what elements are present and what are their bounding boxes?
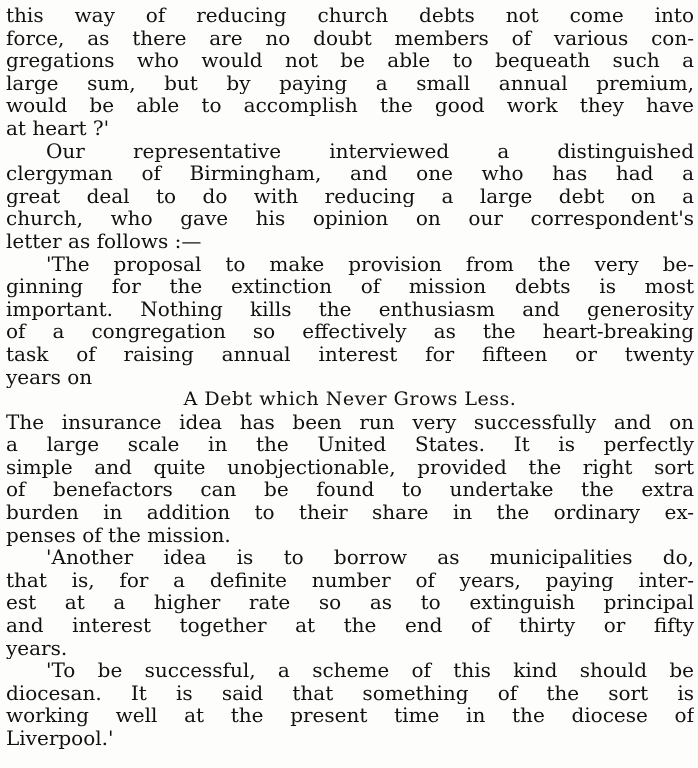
text-line: Liverpool.' <box>6 727 114 750</box>
para-insurance <box>6 411 694 547</box>
text-line: diocesan. It is said that something of the sort is <box>6 681 694 705</box>
text-line: of a congregation so effectively as the heart-breaking <box>6 320 694 343</box>
text-line: important. Nothing kills the enthusiasm and generosity <box>6 297 694 321</box>
text-line: that is, for a definite number of years, paying inter- <box>6 568 694 592</box>
text-line: 'To be successful, a scheme of this kind should be <box>46 659 694 682</box>
text-line: and interest together at the end of thirty or fifty <box>6 614 694 637</box>
text-line: great deal to do with reducing a large debt on a <box>6 184 694 208</box>
subheading <box>6 388 694 411</box>
text-line: years on <box>6 365 93 389</box>
text-line: of benefactors can be found to undertake the extra <box>6 478 694 502</box>
text-line: years. <box>6 636 68 660</box>
text-line: task of raising annual interest for fifteen or twenty <box>6 342 694 366</box>
text-line: large sum, but by paying a small annual premium, <box>6 71 694 95</box>
text-line: letter as follows :— <box>6 229 202 253</box>
text-line: at heart ?' <box>6 116 110 140</box>
text-line: this way of reducing church debts not come into <box>6 4 694 27</box>
article-body <box>6 4 694 750</box>
text-line: a large scale in the United States. It is perfectly <box>6 433 694 456</box>
para-borrow <box>6 546 694 659</box>
text-line: A Debt which Never Grows Less. <box>183 388 517 411</box>
text-line: Our representative interviewed a distinguished <box>46 139 694 163</box>
text-line: ginning for the extinction of mission debts is most <box>6 275 694 298</box>
text-line: clergyman of Birmingham, and one who has had a <box>6 162 694 185</box>
text-line: est at a higher rate so as to extinguish principal <box>6 591 694 615</box>
text-line: burden in addition to their share in the ordinary ex- <box>6 501 694 524</box>
text-line: working well at the present time in the diocese of <box>6 704 694 727</box>
text-line: 'The proposal to make provision from the very be- <box>46 252 694 276</box>
para-proposal <box>6 253 694 389</box>
text-line: would be able to accomplish the good work they have <box>6 94 694 117</box>
text-line: force, as there are no doubt members of various con- <box>6 26 694 50</box>
text-line: simple and quite unobjectionable, provided the right sort <box>6 455 694 479</box>
para-continuation <box>6 4 694 140</box>
text-line: gregations who would not be able to bequeath such a <box>6 49 694 72</box>
text-line: church, who gave his opinion on our correspondent's <box>6 207 694 230</box>
para-representative <box>6 140 694 253</box>
text-line: The insurance idea has been run very successfully and on <box>6 410 694 434</box>
text-line: penses of the mission. <box>6 523 231 547</box>
para-diocesan <box>6 659 694 749</box>
text-line: 'Another idea is to borrow as municipalities do, <box>46 546 694 569</box>
